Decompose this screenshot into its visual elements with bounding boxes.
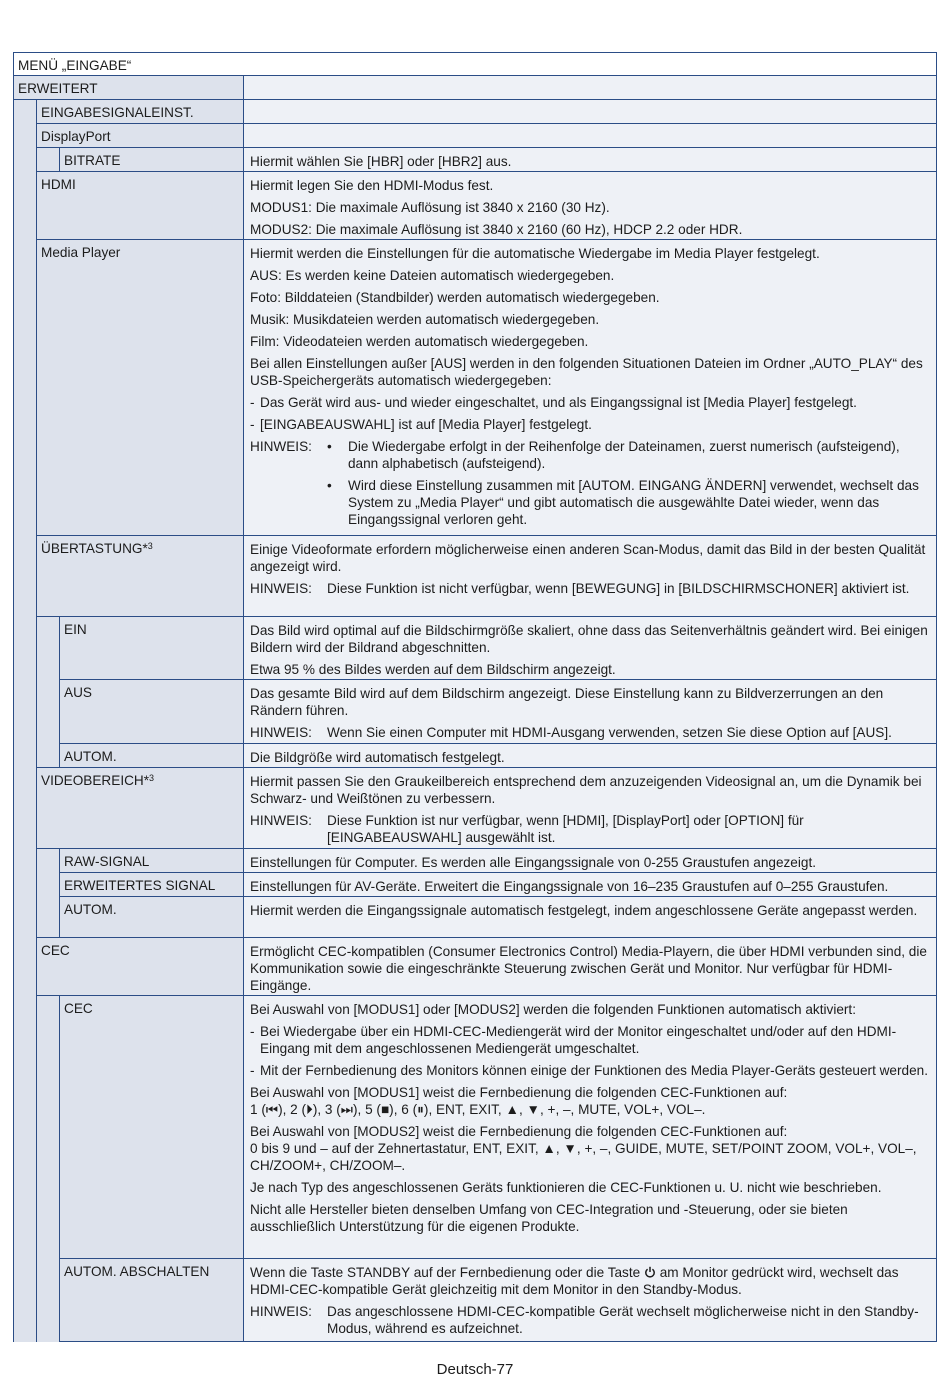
dash-item: - Mit der Fernbedienung des Monitors können einige der Funktionen des Media Player-Geräts gesteuert werden. bbox=[250, 1063, 928, 1078]
item-raw-signal: RAW-SIGNAL bbox=[59, 848, 244, 873]
note-text: Das angeschlossene HDMI-CEC-kompatible Gerät wechselt möglicherweise nicht in den Standby-Modus, während es aufzeichnet. bbox=[327, 1304, 919, 1336]
desc-ein bbox=[243, 616, 937, 680]
desc-text: Bei Auswahl von [MODUS1] oder [MODUS2] werden die folgenden Funktionen automatisch aktiviert: bbox=[250, 1002, 856, 1017]
note-bullet: HINWEIS: • Die Wiedergabe erfolgt in der Reihenfolge der Dateinamen, zuerst numerisch (aufsteigend), dann alphabetisch (aufsteigend). bbox=[250, 438, 930, 472]
item-bitrate: BITRATE bbox=[59, 147, 244, 172]
desc-text: AUS: Es werden keine Dateien automatisch wiedergegeben. bbox=[250, 268, 615, 283]
item-label: ÜBERTASTUNG* bbox=[41, 541, 148, 556]
desc-raw-signal bbox=[243, 848, 937, 873]
desc-erweitertes-signal bbox=[243, 872, 937, 897]
desc-text: Das gesamte Bild wird auf dem Bildschirm angezeigt. Diese Einstellung kann zu Bildverzerrungen an den Rändern führen. bbox=[250, 686, 884, 718]
tree-strip-level1 bbox=[13, 75, 37, 1342]
desc-cec-group bbox=[243, 937, 937, 996]
menu-title: MENÜ „EINGABE“ bbox=[13, 52, 937, 76]
dash-text: Bei Wiedergabe über ein HDMI-CEC-Mediengerät wird der Monitor eingeschaltet und/oder auf den HDMI-Eingang mit dem angeschlossenen Mediengerät umgeschaltet. bbox=[260, 1024, 897, 1056]
desc-text: Nicht alle Hersteller bieten denselben Umfang von CEC-Integration und -Steuerung, oder sie bieten ausschließlich Unterstützung für die eigenen Produkte. bbox=[250, 1202, 848, 1234]
item-cec: CEC bbox=[59, 995, 244, 1259]
desc-media-player bbox=[243, 239, 937, 536]
desc-text: Das Bild wird optimal auf die Bildschirmgröße skaliert, ohne dass das Seitenverhältnis geändert wird. Bei einigen Bildern wird der Bildrand abgeschnitten. bbox=[250, 623, 928, 655]
desc-text: Hiermit werden die Eingangssignale automatisch festgelegt, indem angeschlossene Geräte angepasst werden. bbox=[250, 903, 918, 918]
desc-text: Hiermit legen Sie den HDMI-Modus fest. bbox=[250, 178, 494, 193]
desc-text bbox=[250, 1264, 930, 1298]
desc-text: Film: Videodateien werden automatisch wiedergegeben. bbox=[250, 334, 589, 349]
item-autom-uebertastung: AUTOM. bbox=[59, 743, 244, 768]
dash-text: [EINGABEAUSWAHL] ist auf [Media Player] festgelegt. bbox=[260, 417, 592, 432]
dash-text: Das Gerät wird aus- und wieder eingeschaltet, und als Eingangssignal ist [Media Player] festgelegt. bbox=[260, 395, 857, 410]
item-autom-videobereich: AUTOM. bbox=[59, 896, 244, 938]
desc-text: Hiermit werden die Einstellungen für die automatische Wiedergabe im Media Player festgelegt. bbox=[250, 246, 820, 261]
note-text: Diese Funktion ist nur verfügbar, wenn [HDMI], [DisplayPort] oder [OPTION] für [EINGABEAUSWAHL] ausgewählt ist. bbox=[327, 813, 804, 845]
note-label: HINWEIS: bbox=[250, 725, 312, 740]
desc-text: Die Bildgröße wird automatisch festgelegt. bbox=[250, 750, 505, 765]
note bbox=[250, 1303, 930, 1337]
desc-text: Bei Auswahl von [MODUS2] weist die Fernbedienung die folgenden CEC-Funktionen auf: bbox=[250, 1124, 788, 1139]
modus1-block bbox=[250, 1084, 930, 1118]
desc-autom-videobereich bbox=[243, 896, 937, 938]
note bbox=[250, 580, 930, 597]
note bbox=[250, 812, 930, 846]
footnote-marker: 3 bbox=[147, 541, 153, 551]
desc-text: Bei Auswahl von [MODUS1] weist die Fernbedienung die folgenden CEC-Funktionen auf: bbox=[250, 1085, 788, 1100]
bullet-text: Wird diese Einstellung zusammen mit [AUTOM. EINGANG ÄNDERN] verwendet, wechselt das System zu „Media Player“ und gibt automatisch die ausgewählte Datei wieder, wenn das Eingangssignal verloren geht. bbox=[348, 478, 919, 527]
note-bullet: • Wird diese Einstellung zusammen mit [AUTOM. EINGANG ÄNDERN] verwendet, wechselt das System zu „Media Player“ und gibt automatisch die ausgewählte Datei wieder, wenn das Eingangssignal verloren geht. bbox=[250, 477, 930, 528]
item-aus: AUS bbox=[59, 679, 244, 744]
dash-item: - Das Gerät wird aus- und wieder eingeschaltet, und als Eingangssignal ist [Media Player] festgelegt. bbox=[250, 395, 857, 410]
menu-table bbox=[13, 52, 937, 1342]
section-displayport: DisplayPort bbox=[36, 123, 244, 148]
bullet-text: Die Wiedergabe erfolgt in der Reihenfolge der Dateinamen, zuerst numerisch (aufsteigend), dann alphabetisch (aufsteigend). bbox=[348, 439, 900, 471]
desc-text: MODUS2: Die maximale Auflösung ist 3840 x 2160 (60 Hz), HDCP 2.2 oder HDR. bbox=[250, 222, 743, 237]
desc-text: Hiermit passen Sie den Graukeilbereich entsprechend dem anzuzeigenden Videosignal an, um die Dynamik bei Schwarz- und Weißtönen zu verbessern. bbox=[250, 774, 922, 806]
desc-hdmi bbox=[243, 171, 937, 240]
desc-uebertastung bbox=[243, 535, 937, 617]
note-label: HINWEIS: bbox=[250, 581, 312, 596]
item-ein: EIN bbox=[59, 616, 244, 680]
dash-item: - Bei Wiedergabe über ein HDMI-CEC-Mediengerät wird der Monitor eingeschaltet und/oder auf den HDMI-Eingang mit dem angeschlossenen Mediengerät umgeschaltet. bbox=[250, 1023, 930, 1057]
item-hdmi: HDMI bbox=[36, 171, 244, 240]
desc-autom-uebertastung bbox=[243, 743, 937, 768]
item-media-player: Media Player bbox=[36, 239, 244, 536]
note-label: HINWEIS: bbox=[250, 813, 312, 828]
item-videobereich bbox=[36, 767, 244, 849]
empty-cell bbox=[243, 99, 937, 124]
item-uebertastung bbox=[36, 535, 244, 617]
note bbox=[250, 724, 930, 741]
text-before-icon: Wenn die Taste STANDBY auf der Fernbedienung oder die Taste bbox=[250, 1265, 641, 1280]
desc-text: Ermöglicht CEC-kompatiblen (Consumer Electronics Control) Media-Playern, die über HDMI verbunden sind, die Kommunikation sowie die eingeschränkte Steuerung zwischen Gerät und Monitor. Nur verfügbar für HDMI-Eingänge. bbox=[250, 944, 927, 993]
desc-text: Je nach Typ des angeschlossenen Geräts funktionieren die CEC-Funktionen u. U. nicht wie beschrieben. bbox=[250, 1180, 882, 1195]
item-cec-group: CEC bbox=[36, 937, 244, 996]
note-label: HINWEIS: bbox=[250, 1304, 312, 1319]
item-erweitertes-signal: ERWEITERTES SIGNAL bbox=[59, 872, 244, 897]
desc-text: Hiermit wählen Sie [HBR] oder [HBR2] aus. bbox=[250, 154, 512, 169]
empty-cell bbox=[243, 123, 937, 148]
note-text: Diese Funktion ist nicht verfügbar, wenn [BEWEGUNG] in [BILDSCHIRMSCHONER] aktiviert ist. bbox=[327, 581, 910, 596]
desc-text: MODUS1: Die maximale Auflösung ist 3840 x 2160 (30 Hz). bbox=[250, 200, 610, 215]
item-autom-abschalten: AUTOM. ABSCHALTEN bbox=[59, 1258, 244, 1342]
desc-cec bbox=[243, 995, 937, 1259]
desc-text: Bei allen Einstellungen außer [AUS] werden in den folgenden Situationen Dateien im Ordner „AUTO_PLAY“ des USB-Speichergeräts automatisch wiedergegeben: bbox=[250, 356, 923, 388]
section-erweitert: ERWEITERT bbox=[13, 75, 244, 100]
item-label: VIDEOBEREICH* bbox=[41, 773, 150, 788]
key-list: 0 bis 9 und – auf der Zehnertastatur, ENT, EXIT, ▲, ▼, +, –, GUIDE, MUTE, SET/POINT ZOOM, VOL+, VOL–, CH/ZOOM+, CH/ZOOM–. bbox=[250, 1141, 917, 1173]
footnote-marker: 3 bbox=[149, 773, 155, 783]
dash-item: - [EINGABEAUSWAHL] ist auf [Media Player] festgelegt. bbox=[250, 417, 592, 432]
desc-text: Einstellungen für AV-Geräte. Erweitert die Eingangssignale von 16–235 Graustufen auf 0–255 Graustufen. bbox=[250, 879, 889, 894]
desc-text: Einige Videoformate erfordern möglicherweise einen anderen Scan-Modus, damit das Bild in der besten Qualität angezeigt wird. bbox=[250, 542, 926, 574]
empty-cell bbox=[243, 75, 937, 100]
power-icon bbox=[644, 1266, 656, 1278]
desc-autom-abschalten bbox=[243, 1258, 937, 1342]
desc-aus bbox=[243, 679, 937, 744]
desc-text: Etwa 95 % des Bildes werden auf dem Bildschirm angezeigt. bbox=[250, 662, 616, 677]
text-after-icon: am Monitor gedrückt wird, wechselt das HDMI-CEC-kompatible Gerät gleichzeitig mit dem Monitor in den Standby-Modus. bbox=[250, 1265, 899, 1297]
note-label: HINWEIS: bbox=[250, 439, 312, 454]
desc-text: Einstellungen für Computer. Es werden alle Eingangssignale von 0-255 Graustufen angezeigt. bbox=[250, 855, 817, 870]
modus2-block bbox=[250, 1123, 930, 1174]
desc-text: Musik: Musikdateien werden automatisch wiedergegeben. bbox=[250, 312, 600, 327]
desc-videobereich bbox=[243, 767, 937, 849]
desc-text: Foto: Bilddateien (Standbilder) werden automatisch wiedergegeben. bbox=[250, 290, 660, 305]
dash-text: Mit der Fernbedienung des Monitors können einige der Funktionen des Media Player-Geräts gesteuert werden. bbox=[260, 1063, 928, 1078]
key-list: 1 (⏮), 2 (⏵), 3 (⏭), 5 (■), 6 (⏸), ENT, EXIT, ▲, ▼, +, –, MUTE, VOL+, VOL–. bbox=[250, 1102, 706, 1117]
note-text: Wenn Sie einen Computer mit HDMI-Ausgang verwenden, setzen Sie diese Option auf [AUS]. bbox=[327, 725, 892, 740]
page-number: Deutsch-77 bbox=[436, 1361, 514, 1378]
section-eingabesignaleinst: EINGABESIGNALEINST. bbox=[36, 99, 244, 124]
desc-bitrate bbox=[243, 147, 937, 172]
